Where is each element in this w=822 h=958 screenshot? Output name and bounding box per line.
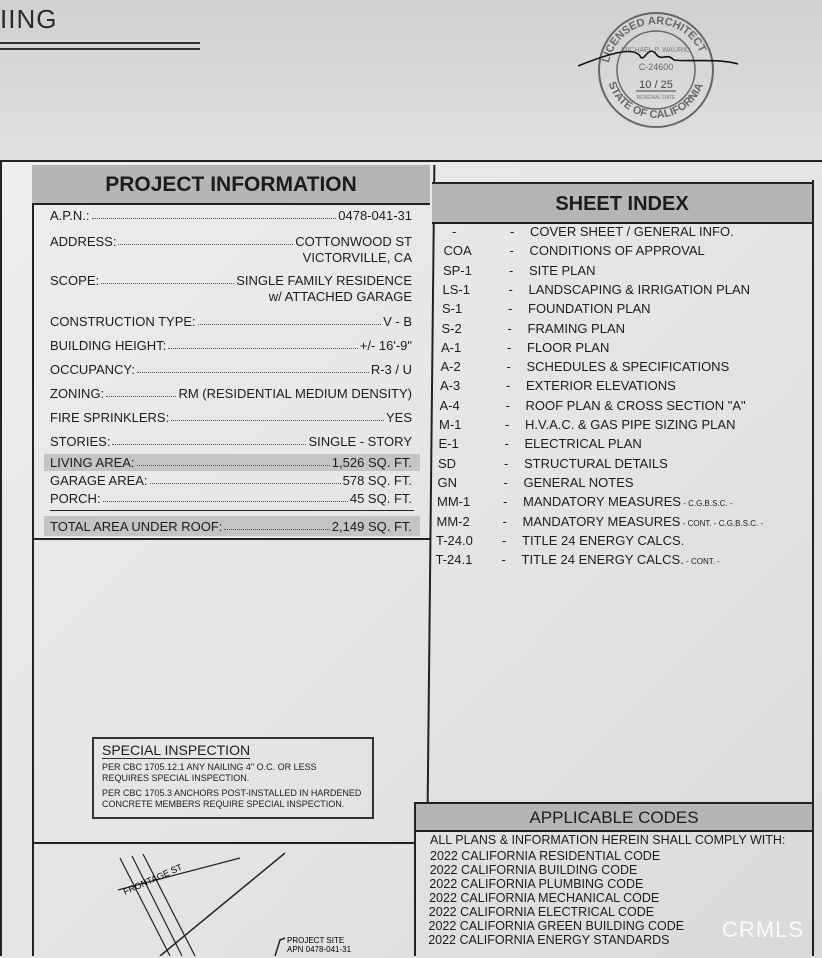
sheet-title: FRAMING PLAN bbox=[527, 320, 626, 336]
sheet-title: MANDATORY MEASURES bbox=[523, 494, 681, 510]
sheet-code: M-1 bbox=[439, 417, 462, 432]
leader-dots bbox=[118, 234, 293, 245]
field-value-line2: w/ ATTACHED GARAGE bbox=[268, 289, 412, 304]
sheet-index-row bbox=[438, 456, 808, 472]
sheet-index-row bbox=[442, 321, 812, 337]
sheet-description bbox=[525, 417, 735, 432]
code-item: 2022 CALIFORNIA ENERGY STANDARDS bbox=[428, 933, 670, 947]
sheet-code: A-3 bbox=[440, 378, 461, 394]
leader-dots bbox=[171, 410, 384, 421]
sheet-description bbox=[526, 378, 676, 393]
field-value: 1,526 SQ. FT. bbox=[331, 455, 412, 470]
field-value: COTTONWOOD ST bbox=[295, 234, 412, 249]
separator: - bbox=[503, 474, 508, 490]
sheet-code: LS-1 bbox=[442, 281, 470, 297]
field-value: SINGLE FAMILY RESIDENCE bbox=[236, 273, 412, 288]
sheet-description bbox=[522, 552, 720, 569]
special-inspection-title: SPECIAL INSPECTION bbox=[102, 742, 251, 758]
sheet-code: GN bbox=[437, 474, 457, 490]
sheet-title: TITLE 24 ENERGY CALCS. bbox=[522, 532, 685, 548]
code-item: 2022 CALIFORNIA GREEN BUILDING CODE bbox=[428, 919, 685, 933]
sheet-index-row bbox=[440, 398, 810, 414]
separator: - bbox=[503, 494, 508, 510]
sheet-description bbox=[524, 475, 634, 490]
separator: - bbox=[507, 320, 512, 336]
sheet-index-row bbox=[444, 224, 814, 240]
project-info-bottom bbox=[32, 538, 430, 540]
sheet-code: SP-1 bbox=[443, 262, 472, 278]
separator: - bbox=[502, 532, 507, 548]
field-value: 0478-041-31 bbox=[338, 208, 412, 223]
separator: - bbox=[505, 397, 510, 413]
project-info-row bbox=[50, 473, 412, 488]
sheet-description bbox=[524, 456, 668, 471]
seal-ring-top: LICENSED ARCHITECT bbox=[600, 14, 709, 64]
sheet-title: GENERAL NOTES bbox=[523, 474, 634, 490]
leader-dots bbox=[103, 491, 348, 502]
separator: - bbox=[501, 552, 506, 568]
column-border bbox=[32, 165, 34, 956]
field-label: A.P.N.: bbox=[50, 208, 90, 223]
seal-license: C-24600 bbox=[638, 62, 674, 72]
sheet-description bbox=[528, 321, 626, 336]
sheet-description bbox=[525, 436, 642, 451]
code-item: 2022 CALIFORNIA PLUMBING CODE bbox=[429, 877, 644, 891]
leader-dots bbox=[137, 455, 330, 466]
field-label: GARAGE AREA: bbox=[50, 473, 148, 488]
sheet-title: ROOF PLAN & CROSS SECTION "A" bbox=[525, 397, 746, 413]
sheet-index-row bbox=[437, 514, 807, 530]
leader-dots bbox=[224, 519, 329, 530]
project-info-row bbox=[50, 410, 412, 425]
separator: - bbox=[507, 339, 512, 355]
sheet-description bbox=[523, 514, 764, 531]
vicinity-map bbox=[40, 850, 420, 956]
sheet-index-row bbox=[438, 475, 808, 491]
separator: - bbox=[509, 262, 514, 278]
sheet-title: TITLE 24 ENERGY CALCS. bbox=[521, 552, 684, 568]
sheet-title: CONDITIONS OF APPROVAL bbox=[529, 243, 705, 259]
project-info-row bbox=[50, 338, 412, 353]
applicable-codes-title: APPLICABLE CODES bbox=[416, 804, 812, 832]
field-label: LIVING AREA: bbox=[50, 455, 135, 470]
sheet-code: S-1 bbox=[442, 301, 463, 317]
project-info-row bbox=[50, 314, 412, 329]
field-label: PORCH: bbox=[50, 491, 101, 506]
sheet-index-row bbox=[436, 533, 806, 549]
special-inspection-note: PER CBC 1705.3 ANCHORS POST-INSTALLED IN HARDENED CONCRETE MEMBERS REQUIRE SPECIAL INSPECTION. bbox=[102, 788, 362, 809]
sheet-index-row bbox=[443, 263, 813, 279]
code-item: 2022 CALIFORNIA MECHANICAL CODE bbox=[429, 891, 660, 905]
sheet-description bbox=[527, 340, 609, 355]
field-label: CONSTRUCTION TYPE: bbox=[50, 314, 196, 329]
project-info-row bbox=[50, 491, 412, 506]
leader-dots bbox=[168, 338, 357, 349]
separator: - bbox=[509, 243, 514, 259]
sheet-index-title: SHEET INDEX bbox=[432, 182, 812, 224]
field-value: 578 SQ. FT. bbox=[342, 473, 412, 488]
separator: - bbox=[508, 301, 513, 317]
field-label: SCOPE: bbox=[50, 273, 100, 288]
sheet-note: - C.G.B.S.C. - bbox=[680, 499, 733, 509]
leader-dots bbox=[112, 434, 306, 445]
total-divider bbox=[50, 510, 414, 511]
project-site-apn: APN 0478-041-31 bbox=[287, 945, 352, 954]
sheet-title: LANDSCAPING & IRRIGATION PLAN bbox=[528, 281, 751, 297]
sheet-title: SITE PLAN bbox=[529, 262, 596, 278]
project-information-title: PROJECT INFORMATION bbox=[32, 165, 430, 205]
field-label: FIRE SPRINKLERS: bbox=[50, 410, 170, 425]
field-label: STORIES: bbox=[50, 434, 111, 449]
leader-dots bbox=[198, 314, 381, 325]
sheet-title: EXTERIOR ELEVATIONS bbox=[526, 378, 676, 394]
sheet-code: T-24.0 bbox=[436, 532, 473, 548]
sheet-index-row bbox=[441, 359, 811, 375]
sheet-index-row bbox=[444, 243, 814, 259]
title-underline bbox=[0, 42, 200, 44]
sheet-index-row bbox=[441, 340, 811, 356]
sheet-code: E-1 bbox=[438, 436, 459, 452]
separator: - bbox=[510, 224, 515, 239]
field-label: ADDRESS: bbox=[50, 234, 117, 249]
project-info-row bbox=[50, 386, 412, 401]
project-info-row bbox=[50, 519, 412, 534]
code-item: 2022 CALIFORNIA ELECTRICAL CODE bbox=[428, 905, 655, 919]
leader-dots bbox=[106, 386, 176, 397]
field-value: 45 SQ. FT. bbox=[349, 491, 412, 506]
sheet-title: FOUNDATION PLAN bbox=[528, 301, 651, 317]
sheet-title: STRUCTURAL DETAILS bbox=[524, 455, 668, 471]
field-value: YES bbox=[385, 410, 412, 425]
sheet-code: MM-1 bbox=[437, 494, 471, 510]
sheet-index-row bbox=[442, 301, 812, 317]
sheet-code: SD bbox=[438, 455, 457, 471]
sheet-index-row bbox=[440, 378, 810, 394]
separator: - bbox=[508, 281, 513, 297]
seal-renewal: 10 / 25 bbox=[639, 79, 673, 91]
field-value: R-3 / U bbox=[370, 362, 412, 377]
sheet-description bbox=[523, 494, 733, 511]
sheet-title: MANDATORY MEASURES bbox=[522, 513, 681, 529]
project-info-row bbox=[50, 273, 412, 304]
special-inspection-box bbox=[92, 737, 374, 819]
sheet-title: ELECTRICAL PLAN bbox=[524, 436, 642, 452]
sheet-description bbox=[527, 359, 730, 374]
code-item: 2022 CALIFORNIA RESIDENTIAL CODE bbox=[430, 849, 661, 863]
sheet-code: S-2 bbox=[441, 320, 462, 336]
sheet-index-row bbox=[439, 417, 809, 433]
field-value: RM (RESIDENTIAL MEDIUM DENSITY) bbox=[178, 386, 412, 401]
separator: - bbox=[504, 455, 509, 471]
sheet-note: - CONT. - C.G.B.S.C. - bbox=[680, 518, 764, 528]
sheet-description bbox=[530, 224, 734, 239]
section-divider bbox=[32, 842, 414, 844]
field-label: ZONING: bbox=[50, 386, 105, 401]
field-value: 2,149 SQ. FT. bbox=[331, 519, 412, 534]
sheet-index-row bbox=[439, 436, 809, 452]
field-label: BUILDING HEIGHT: bbox=[50, 338, 167, 353]
sheet-title: FLOOR PLAN bbox=[527, 339, 610, 355]
seal-ring-bottom: STATE OF CALIFORNIA bbox=[605, 80, 706, 122]
project-info-row bbox=[50, 362, 412, 377]
special-inspection-note: PER CBC 1705.12.1 ANY NAILING 4" O.C. OR LESS REQUIRES SPECIAL INSPECTION. bbox=[102, 762, 317, 783]
sheet-description bbox=[529, 282, 751, 297]
project-info-row bbox=[50, 434, 412, 449]
leader-dots bbox=[101, 273, 234, 284]
sheet-code: T-24.1 bbox=[435, 552, 473, 568]
title-underline bbox=[0, 48, 200, 50]
applicable-codes-intro: ALL PLANS & INFORMATION HEREIN SHALL COMPLY WITH: bbox=[430, 833, 786, 847]
leader-dots bbox=[137, 362, 369, 373]
sheet-code: - bbox=[452, 224, 457, 239]
separator: - bbox=[502, 513, 507, 529]
separator: - bbox=[506, 359, 511, 375]
sheet-index-row bbox=[437, 494, 807, 510]
field-value: SINGLE - STORY bbox=[308, 434, 412, 449]
leader-dots bbox=[92, 208, 337, 219]
sheet-index-row bbox=[443, 282, 813, 298]
sheet-title: H.V.A.C. & GAS PIPE SIZING PLAN bbox=[525, 417, 736, 432]
sheet-description bbox=[526, 398, 746, 413]
field-label: OCCUPANCY: bbox=[50, 362, 135, 377]
sheet-description bbox=[529, 263, 595, 278]
codes-border bbox=[414, 804, 416, 956]
sheet-border bbox=[0, 160, 2, 956]
architect-seal bbox=[578, 4, 738, 134]
separator: - bbox=[506, 378, 511, 394]
field-label: TOTAL AREA UNDER ROOF: bbox=[50, 519, 223, 534]
field-value: V - B bbox=[383, 314, 412, 329]
sheet-code: COA bbox=[443, 243, 472, 259]
separator: - bbox=[505, 417, 510, 432]
separator: - bbox=[504, 436, 509, 452]
field-value: +/- 16'-9" bbox=[359, 338, 412, 353]
sheet-title: SCHEDULES & SPECIFICATIONS bbox=[526, 359, 730, 375]
sheet-title-fragment: IING bbox=[0, 4, 58, 34]
sheet-code: A-4 bbox=[439, 397, 460, 413]
project-site-label: PROJECT SITE bbox=[287, 936, 345, 945]
field-value-line2: VICTORVILLE, CA bbox=[302, 250, 412, 265]
watermark: CRMLS bbox=[722, 917, 805, 942]
sheet-description bbox=[530, 243, 705, 258]
sheet-title: COVER SHEET / GENERAL INFO. bbox=[530, 224, 734, 239]
sheet-note: - CONT. - bbox=[683, 557, 720, 567]
sheet-description bbox=[528, 301, 651, 316]
code-item: 2022 CALIFORNIA BUILDING CODE bbox=[429, 863, 638, 877]
project-info-row bbox=[50, 234, 412, 265]
sheet-index-row bbox=[436, 552, 806, 568]
sheet-code: A-1 bbox=[441, 339, 462, 355]
street-label: FRONTAGE ST bbox=[121, 861, 184, 897]
leader-dots bbox=[150, 473, 341, 484]
sheet-description bbox=[522, 533, 684, 548]
project-info-row bbox=[50, 455, 412, 470]
sheet-code: A-2 bbox=[440, 359, 461, 375]
sheet-code: MM-2 bbox=[436, 513, 470, 529]
project-info-row bbox=[50, 208, 412, 223]
seal-renewal-label: RENEWAL DATE bbox=[636, 95, 676, 101]
seal-name: MICHAEL P. WAURIO bbox=[621, 47, 691, 54]
